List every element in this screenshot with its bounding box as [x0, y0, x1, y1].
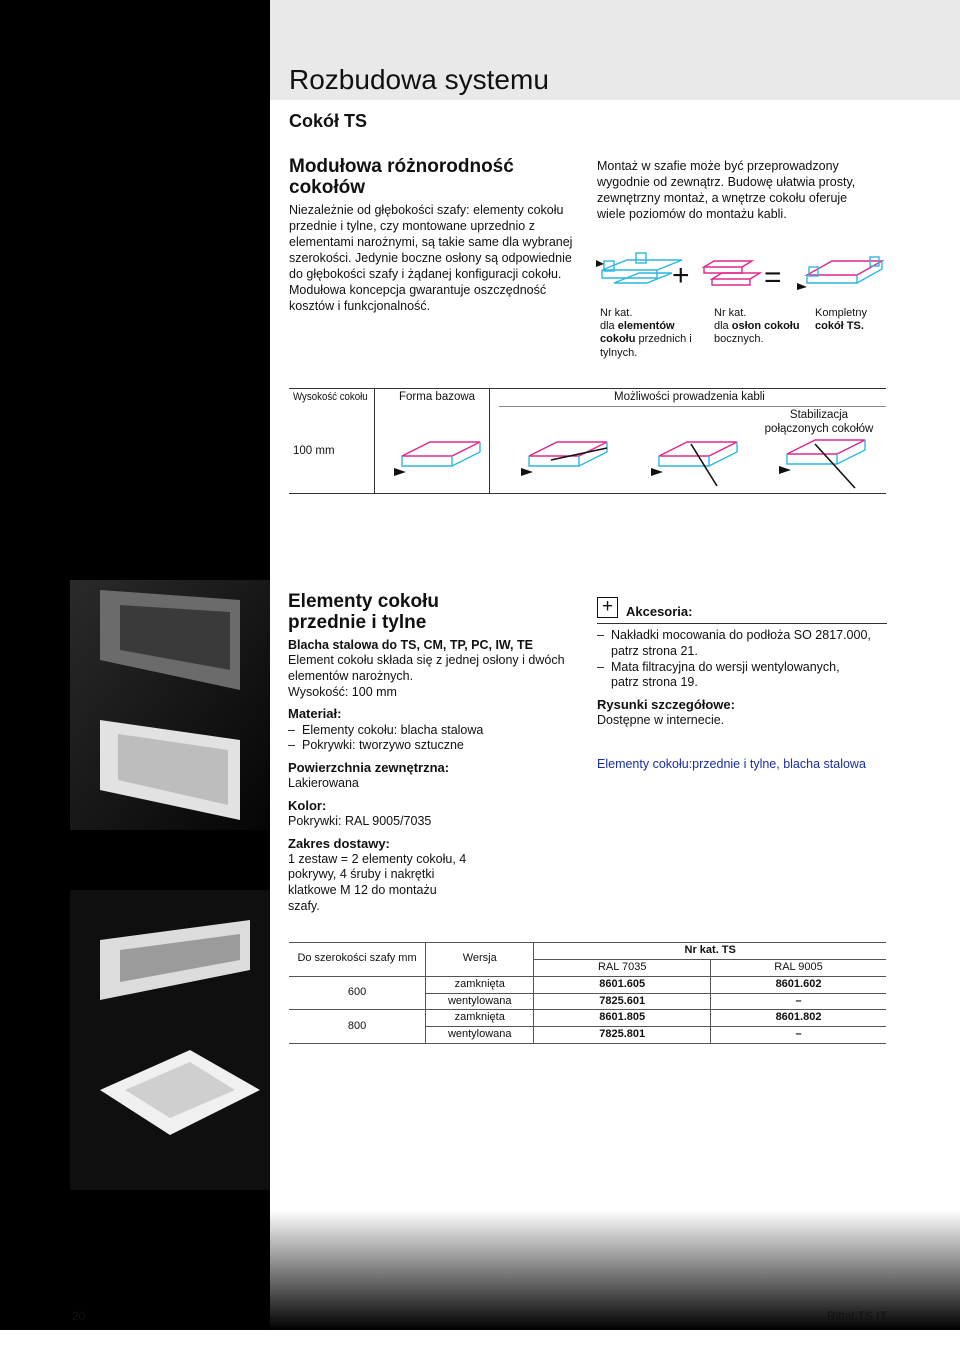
- th-width: Do szerokości szafy mm: [289, 943, 426, 977]
- intro-text: Niezależnie od głębokości szafy: elementy cokołu przednie i tylne, czy montowane uprzednio z elementami narożnymi, są takie same dla wybranej szerokości. Jedynie boczne osłony są odpowiednie do głębokości szafy i żądanej konfiguracji cokołu. Modułowa koncepcja gwarantuje oszczędność kosztów i funkcjonalność.: [289, 202, 573, 313]
- page-number: 20: [72, 1309, 86, 1323]
- plinth-assembly-diagram: [592, 245, 892, 305]
- col-stabilization: Stabilizacja połączonych cokołów: [764, 409, 874, 436]
- product-link[interactable]: Elementy cokołu:przednie i tylne, blacha stalowa: [597, 756, 866, 771]
- accessory-item-1: – Nakładki mocowania do podłoża SO 2817.000, patrz strona 21.: [597, 628, 887, 659]
- table-row: 800 zamknięta 8601.805 8601.802: [289, 1010, 886, 1027]
- color-value: Pokrywki: RAL 9005/7035: [288, 813, 432, 828]
- material-heading: Materiał:: [288, 706, 342, 722]
- footer-brand: Rittal TS IT: [827, 1309, 887, 1323]
- page-subtitle: Cokół TS: [289, 111, 368, 131]
- caption-complete: Kompletny cokół TS.: [815, 307, 867, 333]
- col-cable-options: Możliwości prowadzenia kabli: [614, 391, 765, 403]
- surface-value: Lakierowana: [288, 776, 359, 791]
- th-ral-9005: RAL 9005: [711, 959, 886, 976]
- accessories-plus-icon: +: [597, 597, 618, 618]
- material-item-2: – Pokrywki: tworzywo sztuczne: [288, 738, 588, 754]
- row-100mm: 100 mm: [293, 445, 335, 457]
- table-row: wentylowana 7825.801 –: [289, 1027, 886, 1044]
- product-photo-plinth-elements: [70, 580, 270, 830]
- page-title: Rozbudowa systemu: [289, 64, 549, 95]
- complete-plinth-icon: [797, 257, 882, 290]
- cable-option-2-icon: [651, 436, 743, 490]
- intro-section: [289, 157, 579, 314]
- stabilization-icon: [779, 434, 871, 492]
- intro-heading: Modułowa różnorodność cokołów: [289, 156, 514, 198]
- plus-sign: +: [672, 259, 690, 292]
- accessories-heading: Akcesoria:: [626, 604, 693, 619]
- product-heading: Elementy cokołu przednie i tylne: [288, 591, 439, 633]
- th-version: Wersja: [426, 943, 534, 977]
- accessory-item-2: – Mata filtracyjna do wersji wentylowanych, patrz strona 19.: [597, 660, 887, 691]
- cable-routing-table: [289, 388, 886, 494]
- front-back-elements-icon: [596, 253, 682, 283]
- accessories-section: [597, 594, 887, 772]
- table-row: wentylowana 7825.601 –: [289, 993, 886, 1010]
- basic-form-icon: [394, 436, 486, 486]
- surface-heading: Powierzchnia zewnętrzna:: [288, 759, 450, 775]
- spec-table: [289, 942, 886, 1044]
- product-desc: Element cokołu składa się z jednej osłony i dwóch elementów narożnych.: [288, 653, 565, 684]
- drawings-heading: Rysunki szczegółowe:: [597, 696, 735, 712]
- product-height: Wysokość: 100 mm: [288, 684, 397, 699]
- side-covers-icon: [704, 261, 760, 285]
- delivery-value: 1 zestaw = 2 elementy cokołu, 4 pokrywy, 4 śruby i nakrętki klatkowe M 12 do montażu szafy.: [288, 851, 467, 913]
- cable-option-1-icon: [521, 436, 613, 486]
- col-basic-form: Forma bazowa: [399, 391, 476, 403]
- caption-side-covers: Nr kat. dla osłon cokołu bocznych.: [714, 307, 800, 346]
- product-description: [288, 592, 588, 914]
- delivery-heading: Zakres dostawy:: [288, 835, 390, 851]
- material-item-1: – Elementy cokołu: blacha stalowa: [288, 723, 588, 739]
- product-photo-ventilated-and-complete: [70, 890, 270, 1190]
- product-material-line: Blacha stalowa do TS, CM, TP, PC, IW, TE: [288, 637, 533, 652]
- th-ral-7035: RAL 7035: [534, 959, 711, 976]
- th-nr-kat: Nr kat. TS: [534, 943, 886, 960]
- table-row: 600 zamknięta 8601.605 8601.602: [289, 976, 886, 993]
- caption-front-back: Nr kat. dla elementów cokołu przednich i tylnych.: [600, 307, 692, 359]
- color-heading: Kolor:: [288, 797, 327, 813]
- col-plinth-height: Wysokość cokołu: [293, 391, 368, 403]
- footer-bar: [0, 1330, 960, 1358]
- equals-sign: =: [764, 261, 782, 294]
- drawings-value: Dostępne w internecie.: [597, 713, 725, 727]
- intro-right-text: Montaż w szafie może być przeprowadzony wygodnie od zewnątrz. Budowę ułatwia prosty, zewnętrzny montaż, a wnętrze cokołu oferuje wiele poziomów do montażu kabli.: [597, 159, 856, 221]
